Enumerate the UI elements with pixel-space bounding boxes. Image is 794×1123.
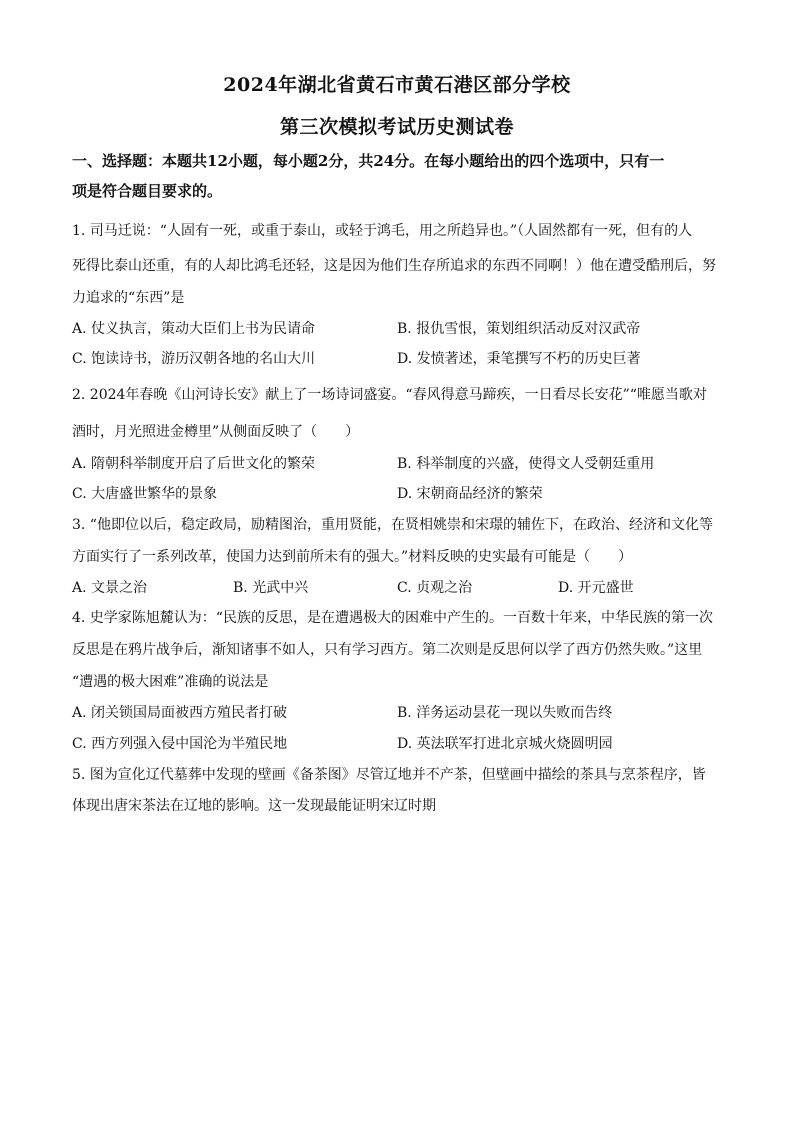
- question-4-option-a[interactable]: A. 闭关锁国局面被西方殖民者打破: [72, 705, 288, 721]
- question-3-option-c[interactable]: C. 贞观之治: [397, 580, 473, 596]
- question-4-option-b[interactable]: B. 洋务运动昙花一现以失败而告终: [397, 705, 613, 721]
- exam-title-line1: 2024年湖北省黄石市黄石港区部分学校: [223, 74, 571, 96]
- question-2-line-2: 酒时，月光照进金樽里”从侧面反映了（ ）: [72, 424, 360, 440]
- question-4-option-d[interactable]: D. 英法联军打进北京城火烧圆明园: [397, 736, 613, 752]
- question-2-option-d[interactable]: D. 宋朝商品经济的繁荣: [397, 486, 543, 502]
- question-2-option-c[interactable]: C. 大唐盛世繁华的景象: [72, 486, 218, 502]
- exam-title-line2: 第三次模拟考试历史测试卷: [279, 116, 514, 138]
- question-3-option-a[interactable]: A. 文景之治: [72, 580, 148, 596]
- question-1-option-c[interactable]: C. 饱读诗书，游历汉朝各地的名山大川: [72, 351, 316, 367]
- question-3-line-1: 3. “他即位以后，稳定政局，励精图治，重用贤能，在贤相姚崇和宋璟的辅佐下，在政治、经济和文化等: [72, 517, 713, 533]
- question-1-option-a[interactable]: A. 仗义执言，策动大臣们上书为民请命: [72, 321, 316, 337]
- question-5-line-1: 5. 图为宣化辽代墓葬中发现的壁画《备茶图》尽管辽地并不产茶，但壁画中描绘的茶具与烹茶程序，皆: [72, 767, 706, 783]
- question-1-option-d[interactable]: D. 发愤著述，秉笔撰写不朽的历史巨著: [397, 351, 641, 367]
- question-1-line-2: 死得比泰山还重，有的人却比鸿毛还轻，这是因为他们生存所追求的东西不同啊！）他在遭受酷刑后，努: [72, 258, 716, 274]
- section-instructions: [72, 146, 732, 206]
- question-4-line-2: 反思是在鸦片战争后，渐知诸事不如人，只有学习西方。第二次则是反思何以学了西方仍然失败。”这里: [72, 642, 703, 658]
- question-2-option-a[interactable]: A. 隋朝科举制度开启了后世文化的繁荣: [72, 456, 316, 472]
- question-3-option-d[interactable]: D. 开元盛世: [558, 580, 634, 596]
- question-4-option-c[interactable]: C. 西方列强入侵中国沦为半殖民地: [72, 736, 288, 752]
- question-3-option-b[interactable]: B. 光武中兴: [233, 580, 309, 596]
- question-4-line-3: “遭遇的极大困难”准确的说法是: [72, 674, 269, 690]
- question-3-line-2: 方面实行了一系列改革，使国力达到前所未有的强大。”材料反映的史实最有可能是（ ）: [72, 549, 633, 565]
- question-4-line-1: 4. 史学家陈旭麓认为：“民族的反思，是在遭遇极大的困难中产生的。一百数十年来，中华民族的第一次: [72, 610, 713, 626]
- section-instructions-line2: 项是符合题目要求的。: [72, 182, 223, 200]
- question-1-line-1: 1. 司马迁说：“人固有一死，或重于泰山，或轻于鸿毛，用之所趋异也。”（人固然都有一死，但有的人: [72, 223, 693, 239]
- question-1-option-b[interactable]: B. 报仇雪恨，策划组织活动反对汉武帝: [397, 321, 641, 337]
- question-2-line-1: 2. 2024年春晚《山河诗长安》献上了一场诗词盛宴。“春风得意马蹄疾，一日看尽长安花”“唯愿当歌对: [72, 387, 707, 403]
- question-2-option-b[interactable]: B. 科举制度的兴盛，使得文人受朝廷重用: [397, 456, 655, 472]
- question-1-line-3: 力追求的“东西”是: [72, 290, 185, 306]
- question-5-line-2: 体现出唐宋茶法在辽地的影响。这一发现最能证明宋辽时期: [72, 798, 436, 814]
- section-instructions-line1: 一、选择题：本题共12小题，每小题2分，共24分。在每小题给出的四个选项中，只有一: [72, 152, 665, 170]
